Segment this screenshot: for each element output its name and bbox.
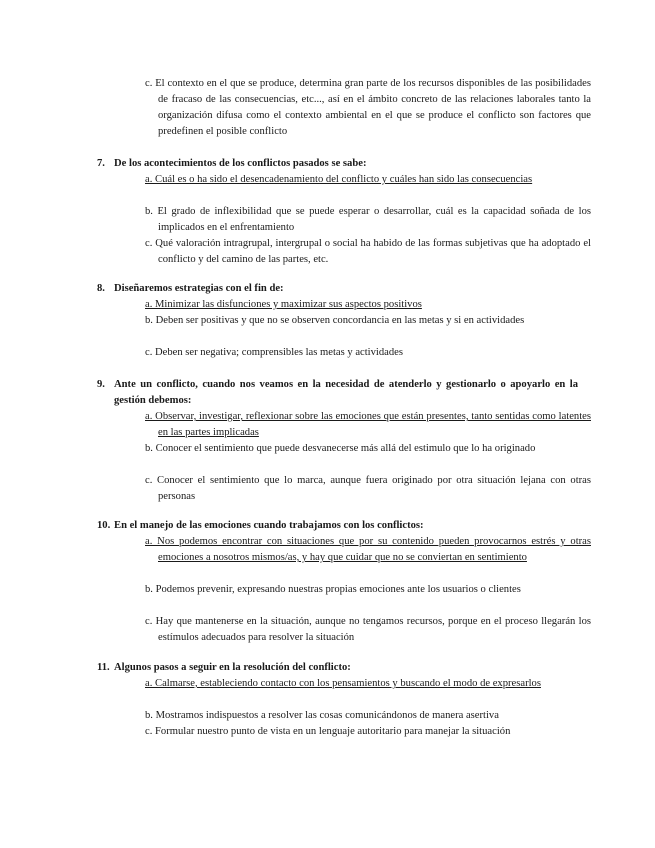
question-text: Algunos pasos a seguir en la resolución del conflicto: (114, 662, 351, 673)
q9-option-a: a. Observar, investigar, reflexionar sobre las emociones que están presentes, tanto sentidas como latentes en las partes implicadas (145, 411, 591, 438)
q10-option-a: a. Nos podemos encontrar con situaciones que por su contenido pueden provocarnos estrés y otras emociones a nosotros mismos/as, y hay que cuidar que no se conviertan en sentimiento (145, 536, 591, 563)
q11-option-a: a. Calmarse, estableciendo contacto con los pensamientos y buscando el modo de expresarlos (145, 678, 541, 689)
question-number: 9. (97, 379, 105, 390)
q8-option-b: b. Deben ser positivas y que no se observen concordancia en las metas y si en actividades (145, 315, 525, 326)
q11-option-c: c. Formular nuestro punto de vista en un lenguaje autoritario para manejar la situación (145, 726, 511, 737)
prev-question-option-c: c. El contexto en el que se produce, determina gran parte de los recursos disponibles de las posibilidades de fracaso de las consecuencias, etc..., así en el ámbito concreto de las relaciones laborales tanto la organización difusa como el contexto ambiental en el que se produce el conflicto son factores que predefinen el posible conflicto (145, 78, 591, 137)
question-text: En el manejo de las emociones cuando trabajamos con los conflictos: (114, 520, 424, 531)
question-number: 7. (97, 158, 105, 169)
q7-option-b: b. El grado de inflexibilidad que se puede esperar o desarrollar, cuál es la capacidad soñada de los implicados en el enfrentamiento (145, 206, 591, 233)
question-text: Ante un conflicto, cuando nos veamos en la necesidad de atenderlo y gestionarlo o apoyarlo en la gestión debemos: (114, 379, 578, 406)
question-number: 10. (97, 520, 111, 531)
q9-option-b: b. Conocer el sentimiento que puede desvanecerse más allá del estimulo que lo ha originado (145, 443, 536, 454)
q7-option-c: c. Qué valoración intragrupal, intergrupal o social ha habido de las formas subjetivas que ha adoptado el conflicto y del camino de las partes, etc. (145, 238, 591, 265)
question-number: 11. (97, 662, 110, 673)
question-text: De los acontecimientos de los conflictos pasados se sabe: (114, 158, 367, 169)
question-number: 8. (97, 283, 105, 294)
q9-option-c: c. Conocer el sentimiento que lo marca, aunque fuera originado por otra situación lejana con otras personas (145, 475, 591, 502)
question-text: Diseñaremos estrategias con el fin de: (114, 283, 284, 294)
q11-option-b: b. Mostramos indispuestos a resolver las cosas comunicándonos de manera asertiva (145, 710, 499, 721)
q7-option-a: a. Cuál es o ha sido el desencadenamiento del conflicto y cuáles han sido las consecuencias (145, 174, 533, 185)
q8-option-a: a. Minimizar las disfunciones y maximizar sus aspectos positivos (145, 299, 422, 310)
q8-option-c: c. Deben ser negativa; comprensibles las metas y actividades (145, 347, 403, 358)
q10-option-c: c. Hay que mantenerse en la situación, aunque no tengamos recursos, porque en el proceso llegarán los estímulos adecuados para resolver la situación (145, 616, 591, 643)
q10-option-b: b. Podemos prevenir, expresando nuestras propias emociones ante los usuarios o clientes (145, 584, 521, 595)
